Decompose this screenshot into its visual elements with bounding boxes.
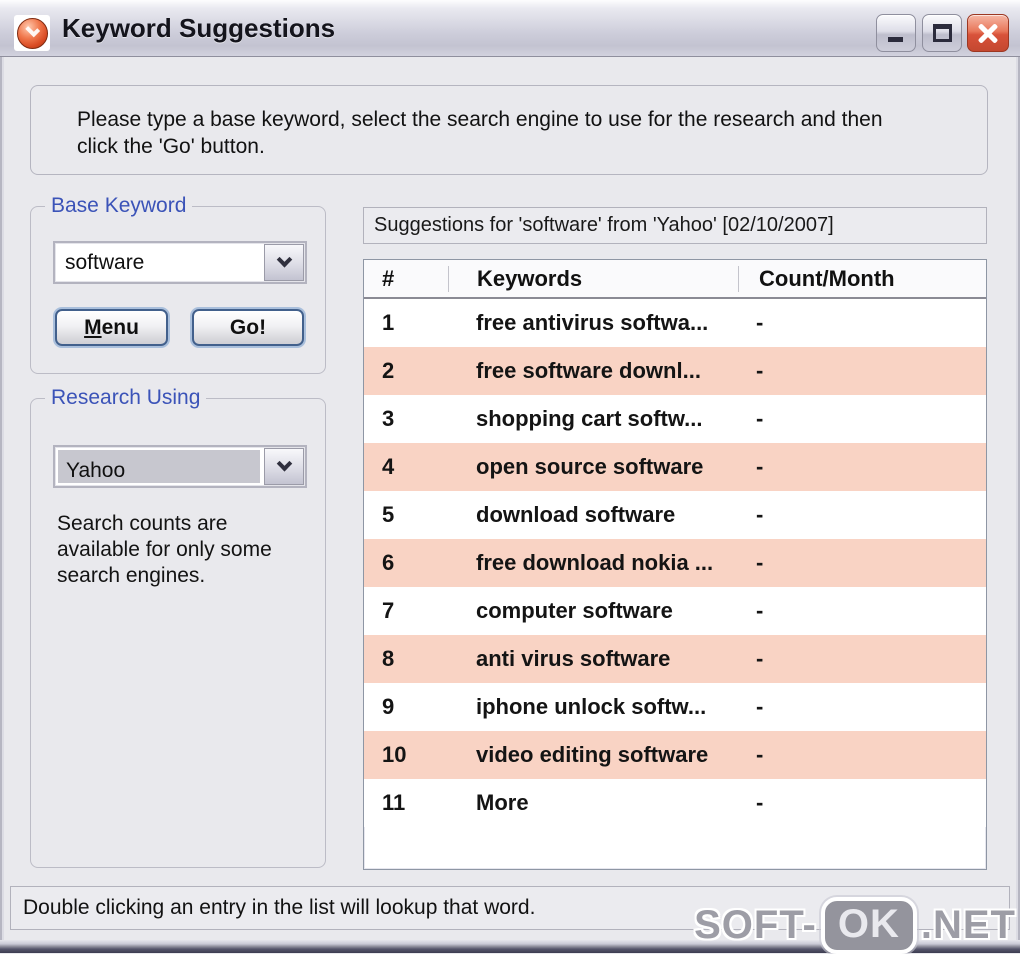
watermark-part3: .NET	[920, 903, 1016, 947]
table-row[interactable]	[364, 539, 986, 587]
row-keyword: anti virus software	[476, 646, 671, 671]
row-number: 10	[382, 742, 407, 767]
title-bar[interactable]	[0, 0, 1020, 57]
soft-ok-watermark	[694, 897, 1016, 954]
menu-button-label: enu	[101, 316, 139, 339]
table-row[interactable]	[364, 299, 986, 347]
row-number: 2	[382, 358, 395, 383]
table-row[interactable]	[364, 491, 986, 539]
row-keyword: open source software	[476, 454, 704, 479]
app-icon	[14, 15, 50, 51]
row-number: 8	[382, 646, 395, 671]
row-count: -	[756, 358, 764, 383]
go-button[interactable]: Go!	[192, 309, 304, 346]
instruction-panel	[30, 85, 988, 175]
column-header-number[interactable]: #	[382, 265, 395, 291]
research-using-group-label: Research Using	[45, 386, 206, 410]
close-icon	[976, 21, 1000, 45]
row-count: -	[756, 646, 764, 671]
row-count: -	[756, 790, 764, 815]
row-count: -	[756, 310, 764, 335]
row-keyword: More	[476, 790, 529, 815]
window-title: Keyword Suggestions	[62, 13, 336, 43]
row-keyword: free antivirus softwa...	[476, 310, 709, 335]
table-row[interactable]	[364, 635, 986, 683]
row-count: -	[756, 742, 764, 767]
row-count: -	[756, 550, 764, 575]
table-row[interactable]	[364, 587, 986, 635]
maximize-button[interactable]	[922, 14, 962, 52]
maximize-icon	[933, 24, 952, 42]
close-button[interactable]	[967, 14, 1009, 52]
column-header-keywords[interactable]: Keywords	[448, 266, 738, 292]
row-number: 5	[382, 502, 395, 527]
column-header-count[interactable]: Count/Month	[738, 266, 986, 292]
base-keyword-combobox[interactable]	[53, 241, 307, 284]
minimize-button[interactable]	[876, 14, 916, 52]
row-keyword: free download nokia ...	[476, 550, 714, 575]
base-keyword-group	[30, 194, 326, 374]
base-keyword-group-label: Base Keyword	[45, 194, 192, 218]
search-engine-dropdown-button[interactable]	[264, 448, 304, 485]
table-row[interactable]	[364, 779, 986, 827]
base-keyword-dropdown-button[interactable]	[264, 244, 304, 281]
base-keyword-value: software	[65, 251, 145, 274]
check-icon	[25, 22, 40, 37]
row-number: 3	[382, 406, 395, 431]
status-bar: Double clicking an entry in the list will lookup that word.	[10, 886, 1010, 930]
table-row[interactable]	[364, 443, 986, 491]
row-number: 4	[382, 454, 395, 479]
minimize-icon	[888, 37, 903, 42]
row-keyword: iphone unlock softw...	[476, 694, 707, 719]
row-keyword: free software downl...	[476, 358, 701, 383]
row-number: 1	[382, 310, 395, 335]
table-row[interactable]	[364, 731, 986, 779]
search-engine-selection-highlight	[58, 450, 260, 483]
table-row[interactable]	[364, 395, 986, 443]
row-number: 9	[382, 694, 395, 719]
row-count: -	[756, 694, 764, 719]
row-keyword: download software	[476, 502, 676, 527]
row-keyword: video editing software	[476, 742, 709, 767]
search-engine-value: Yahoo	[66, 459, 126, 482]
search-engine-combobox[interactable]	[53, 445, 307, 488]
menu-button-accelerator: M	[84, 316, 102, 339]
menu-button[interactable]	[55, 309, 168, 346]
table-header-row[interactable]	[364, 260, 986, 299]
chevron-down-icon	[276, 252, 292, 268]
row-keyword: shopping cart softw...	[476, 406, 703, 431]
search-counts-note: Search counts are available for only some search engines.	[57, 512, 272, 587]
row-count: -	[756, 406, 764, 431]
table-row[interactable]	[364, 347, 986, 395]
row-keyword: computer software	[476, 598, 673, 623]
row-number: 11	[382, 790, 406, 815]
watermark-part1: SOFT-	[694, 903, 817, 947]
research-using-group	[30, 386, 326, 868]
row-number: 7	[382, 598, 395, 623]
row-number: 6	[382, 550, 395, 575]
row-count: -	[756, 454, 764, 479]
instruction-text: Please type a base keyword, select the search engine to use for the research and then click the 'Go' button.	[77, 108, 883, 158]
results-header: Suggestions for 'software' from 'Yahoo' [02/10/2007]	[363, 207, 987, 244]
results-table[interactable]	[363, 259, 987, 870]
row-count: -	[756, 598, 764, 623]
watermark-ok-badge: OK	[821, 897, 917, 954]
row-count: -	[756, 502, 764, 527]
table-row[interactable]	[364, 683, 986, 731]
chevron-down-icon	[276, 456, 292, 472]
